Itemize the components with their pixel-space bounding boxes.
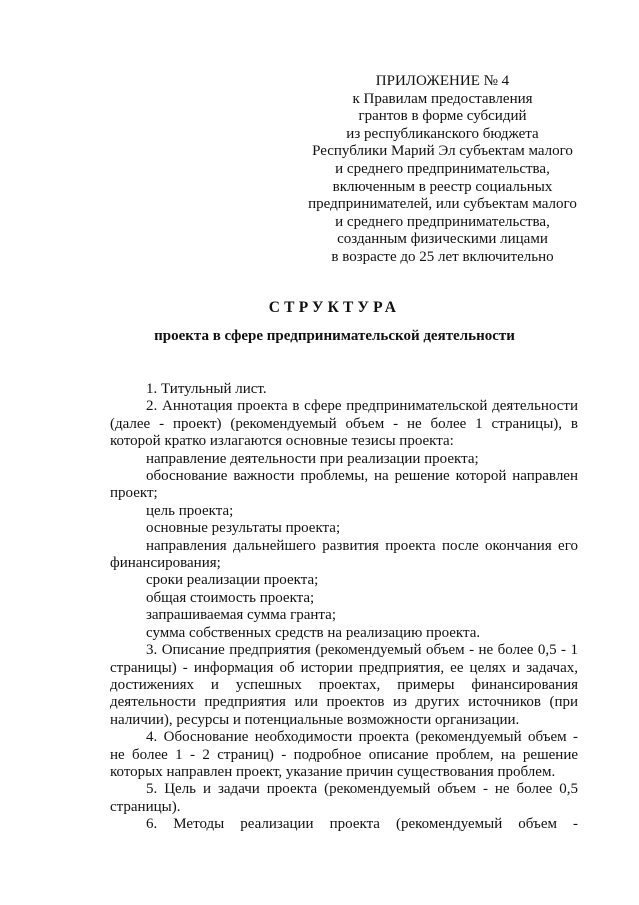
paragraph-results: основные результаты проекта; — [146, 520, 341, 537]
appendix-line: из республиканского бюджета — [346, 125, 539, 142]
appendix-line: включенным в реестр социальных — [332, 178, 553, 195]
document-body — [110, 381, 578, 834]
appendix-line: грантов в форме субсидий — [358, 108, 527, 125]
paragraph-title-page: 1. Титульный лист. — [146, 381, 267, 397]
appendix-line: и среднего предпринимательства, — [335, 160, 550, 177]
paragraph-grant-amount: запрашиваемая сумма гранта; — [146, 607, 336, 624]
appendix-line: созданным физическими лицами — [337, 231, 548, 248]
appendix-line: и среднего предпринимательства, — [335, 213, 550, 230]
appendix-line: предпринимателей, или субъектам малого — [308, 196, 577, 213]
paragraph-goals-tasks: 5. Цель и задачи проекта (рекомендуемый объем - не более 0,5 страницы). — [110, 781, 578, 815]
paragraph-own-funds: сумма собственных средств на реализацию проекта. — [146, 624, 481, 641]
paragraph-further-development: направления дальнейшего развития проекта после окончания его финансирования; — [110, 537, 578, 572]
paragraph-timeline: сроки реализации проекта; — [146, 572, 319, 589]
paragraph-enterprise-description: 3. Описание предприятия (рекомендуемый объем - не более 0,5 - 1 страницы) - информация об истории предприятия, ее целях и задачах, достижениях и успешных проектах, примеры финансирования деятельности предприятия или проектов из других источников (при наличии), ресурсы и потенциальные возможности организации. — [110, 642, 578, 728]
appendix-line: к Правилам предоставления — [352, 90, 533, 107]
appendix-line: Республики Марий Эл субъектам малого — [312, 143, 573, 160]
appendix-line: в возрасте до 25 лет включительно — [331, 248, 554, 265]
document-subtitle: проекта в сфере предпринимательской деятельности — [154, 328, 515, 344]
appendix-line: ПРИЛОЖЕНИЕ № 4 — [375, 73, 510, 89]
document-title: СТРУКТУРА — [268, 299, 401, 316]
paragraph-annotation: 2. Аннотация проекта в сфере предпринимательской деятельности (далее - проект) (рекомендуемый объем - не более 1 страницы), в которой кратко излагаются основные тезисы проекта: — [110, 398, 578, 450]
paragraph-importance: обоснование важности проблемы, на решение которой направлен проект; — [110, 468, 578, 502]
paragraph-total-cost: общая стоимость проекта; — [146, 589, 315, 606]
paragraph-direction: направление деятельности при реализации проекта; — [146, 450, 479, 467]
paragraph-goal: цель проекта; — [146, 502, 234, 519]
paragraph-methods: 6. Методы реализации проекта (рекомендуемый объем - — [146, 816, 578, 833]
paragraph-justification: 4. Обоснование необходимости проекта (рекомендуемый объем - не более 1 - 2 страниц) - подробное описание проблем, на решение которых направлен проект, указание причин существования проблем. — [110, 729, 578, 780]
appendix-header — [300, 73, 585, 267]
